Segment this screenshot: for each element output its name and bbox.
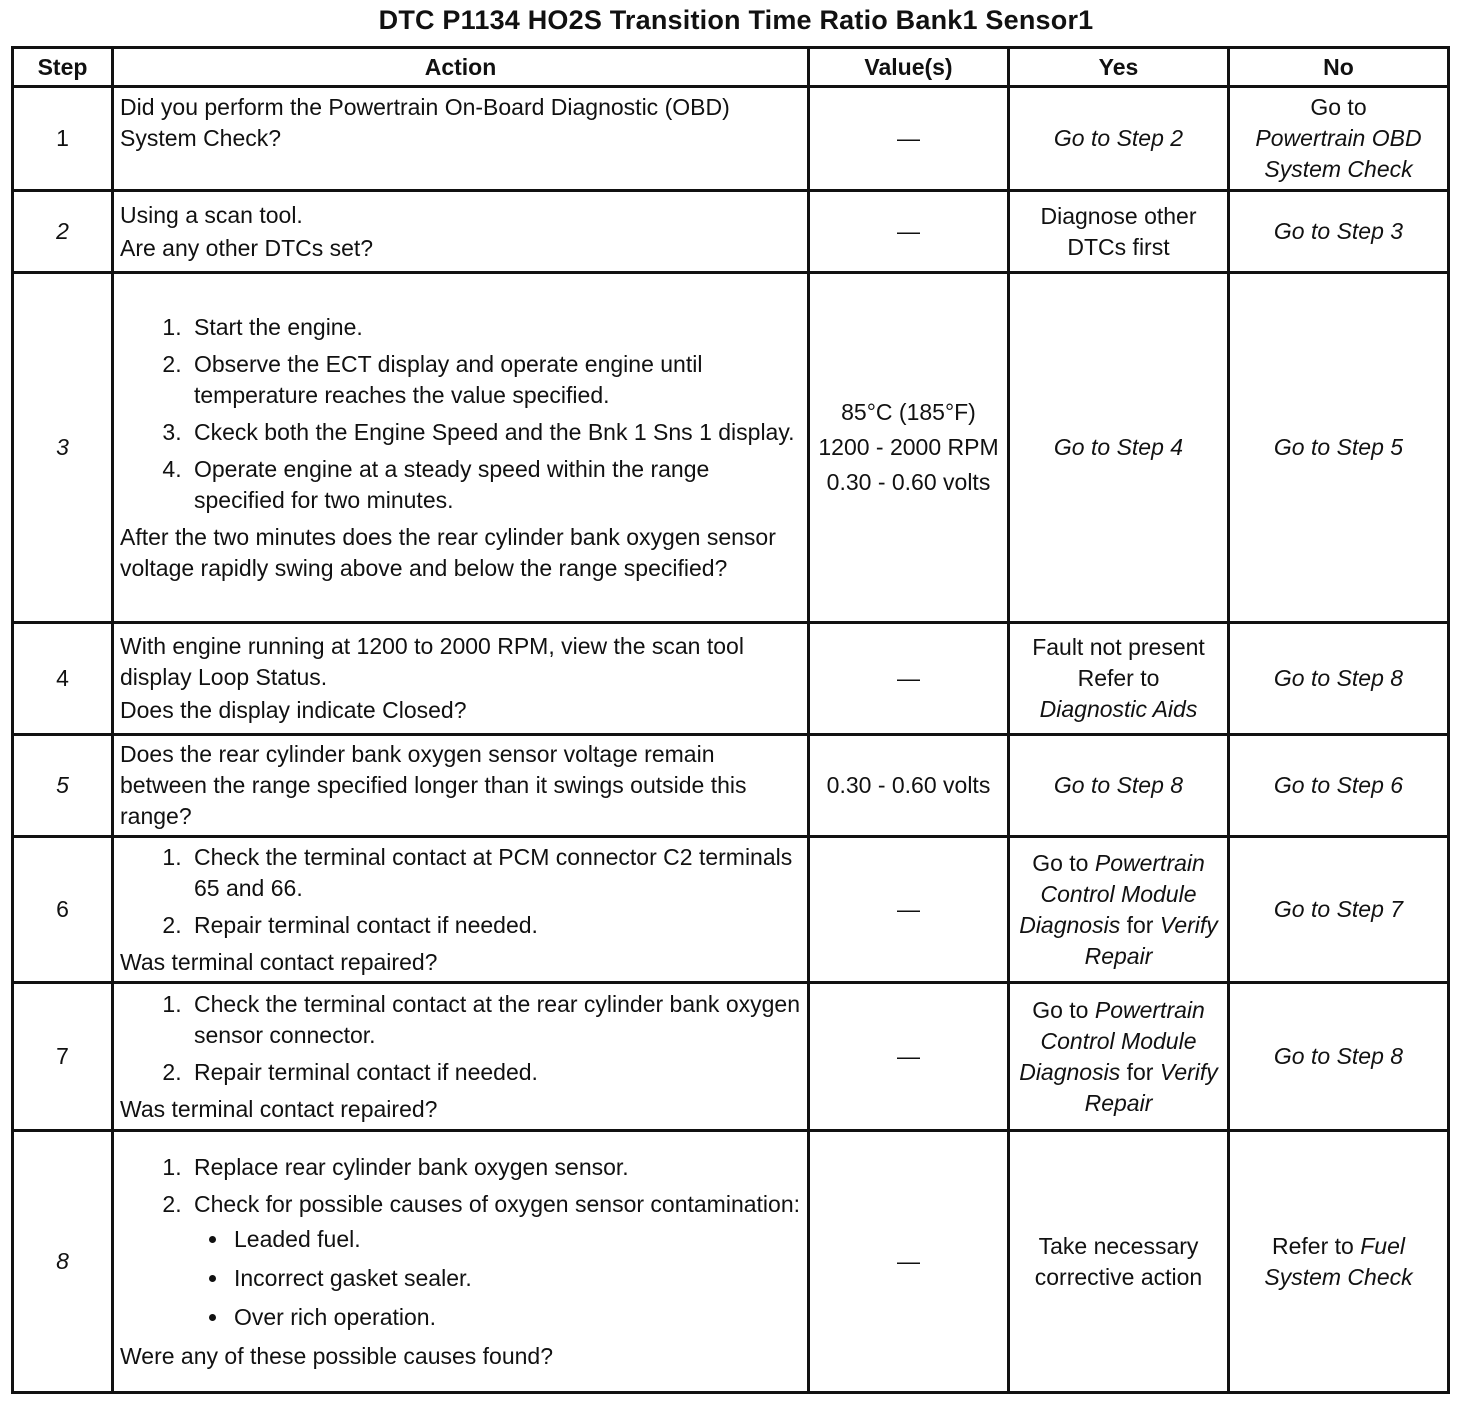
list-item: 4. Operate engine at a steady speed within the range specified for two minutes. [188, 454, 801, 516]
list-item [188, 1189, 801, 1333]
action-question: Were any of these possible causes found? [120, 1343, 554, 1369]
yes-for: for [1126, 1058, 1154, 1085]
yes-line: Fault not present [1032, 634, 1205, 660]
yes-cell [1009, 623, 1229, 735]
header-step: Step [13, 48, 113, 87]
no-cell: Go to Step 5 [1229, 273, 1449, 623]
yes-cell: Go to Step 2 [1009, 87, 1229, 191]
yes-for: for [1126, 911, 1154, 938]
no-cell: Go to Step 8 [1229, 623, 1449, 735]
header-yes: Yes [1009, 48, 1229, 87]
step-number: 3 [13, 273, 113, 623]
action-cell [113, 623, 809, 735]
yes-cell [1009, 837, 1229, 983]
diagnostic-table [11, 46, 1450, 1394]
table-row [13, 837, 1449, 983]
action-question: After the two minutes does the rear cylinder bank oxygen sensor voltage rapidly swing above and below the range specified? [120, 524, 776, 581]
step-list [120, 312, 801, 516]
action-cell [113, 837, 809, 983]
table-row [13, 623, 1449, 735]
no-prefix: Refer to [1272, 1232, 1354, 1259]
step-number: 6 [13, 837, 113, 983]
action-cell [113, 87, 809, 191]
list-item: 2. Repair terminal contact if needed. [188, 910, 801, 941]
value-cell: — [809, 837, 1009, 983]
action-cell [113, 1131, 809, 1393]
value-cell: 0.30 - 0.60 volts [809, 735, 1009, 837]
action-question: Was terminal contact repaired? [120, 949, 438, 975]
yes-cell: Take necessary corrective action [1009, 1131, 1229, 1393]
no-cell: Go to Step 7 [1229, 837, 1449, 983]
list-item: 1. Start the engine. [188, 312, 801, 343]
list-item: 3. Ckeck both the Engine Speed and the Bnk 1 Sns 1 display. [188, 417, 801, 448]
action-cell [113, 273, 809, 623]
list-item-text: Check for possible causes of oxygen sensor contamination: [194, 1191, 800, 1217]
no-cell [1229, 87, 1449, 191]
value-cell: — [809, 191, 1009, 273]
value-rpm: 1200 - 2000 RPM [818, 434, 999, 460]
table-row [13, 1131, 1449, 1393]
action-text: Does the rear cylinder bank oxygen sensor voltage remain between the range specified longer than it swings outside this range? [120, 741, 747, 829]
bullet-list [194, 1224, 801, 1333]
yes-link[interactable]: Verify Repair [1084, 1058, 1218, 1116]
step-number: 4 [13, 623, 113, 735]
no-cell: Go to Step 3 [1229, 191, 1449, 273]
step-list [120, 842, 801, 941]
no-prefix: Go to [1310, 94, 1367, 120]
step-number: 2 [13, 191, 113, 273]
list-item: 1. Check the terminal contact at PCM connector C2 terminals 65 and 66. [188, 842, 801, 904]
step-number: 8 [13, 1131, 113, 1393]
action-line: Using a scan tool. [120, 201, 303, 228]
action-text: Did you perform the Powertrain On-Board Diagnostic (OBD) System Check? [120, 94, 730, 151]
header-values: Value(s) [809, 48, 1009, 87]
no-cell: Go to Step 6 [1229, 735, 1449, 837]
value-cell: — [809, 1131, 1009, 1393]
yes-cell: Go to Step 8 [1009, 735, 1229, 837]
header-action: Action [113, 48, 809, 87]
bullet-item: • Leaded fuel. [230, 1224, 801, 1255]
action-question: Are any other DTCs set? [120, 234, 374, 261]
action-question: Does the display indicate Closed? [120, 697, 467, 723]
step-number: 5 [13, 735, 113, 837]
yes-line: Refer to [1077, 665, 1160, 691]
no-link[interactable]: Powertrain OBD System Check [1255, 125, 1422, 182]
list-item: 2. Observe the ECT display and operate engine until temperature reaches the value specified. [188, 349, 801, 411]
page-title: DTC P1134 HO2S Transition Time Ratio Bank1 Sensor1 [378, 5, 1094, 35]
table-row [13, 87, 1449, 191]
step-list [120, 989, 801, 1088]
yes-go: Go to [1032, 996, 1089, 1023]
header-no: No [1229, 48, 1449, 87]
action-cell [113, 983, 809, 1131]
list-item: 1. Replace rear cylinder bank oxygen sensor. [188, 1152, 801, 1183]
value-voltage: 0.30 - 0.60 volts [826, 469, 991, 495]
yes-go: Go to [1032, 849, 1089, 876]
yes-cell [1009, 983, 1229, 1131]
action-line: With engine running at 1200 to 2000 RPM, view the scan tool display Loop Status. [120, 633, 744, 690]
step-number: 1 [13, 87, 113, 191]
table-row [13, 983, 1449, 1131]
value-cell: — [809, 623, 1009, 735]
bullet-item: • Over rich operation. [230, 1302, 801, 1333]
no-cell: Go to Step 8 [1229, 983, 1449, 1131]
value-cell: — [809, 983, 1009, 1131]
yes-cell: Diagnose other DTCs first [1009, 191, 1229, 273]
action-question: Was terminal contact repaired? [120, 1096, 438, 1122]
yes-cell: Go to Step 4 [1009, 273, 1229, 623]
header-row [13, 48, 1449, 87]
yes-link[interactable]: Powertrain Control Module Diagnosis [1019, 849, 1205, 938]
yes-link[interactable]: Diagnostic Aids [1039, 696, 1198, 722]
value-temperature: 85°C (185°F) [841, 399, 976, 425]
no-link[interactable]: Fuel System Check [1264, 1232, 1413, 1290]
yes-link[interactable]: Verify Repair [1084, 911, 1218, 969]
value-cell: — [809, 87, 1009, 191]
table-row [13, 735, 1449, 837]
list-item: 1. Check the terminal contact at the rear cylinder bank oxygen sensor connector. [188, 989, 801, 1051]
no-cell [1229, 1131, 1449, 1393]
action-cell [113, 191, 809, 273]
step-list [120, 1152, 801, 1333]
step-number: 7 [13, 983, 113, 1131]
yes-link[interactable]: Powertrain Control Module Diagnosis [1019, 996, 1205, 1085]
list-item: 2. Repair terminal contact if needed. [188, 1057, 801, 1088]
value-cell [809, 273, 1009, 623]
bullet-item: • Incorrect gasket sealer. [230, 1263, 801, 1294]
table-row [13, 273, 1449, 623]
table-row [13, 191, 1449, 273]
action-cell [113, 735, 809, 837]
